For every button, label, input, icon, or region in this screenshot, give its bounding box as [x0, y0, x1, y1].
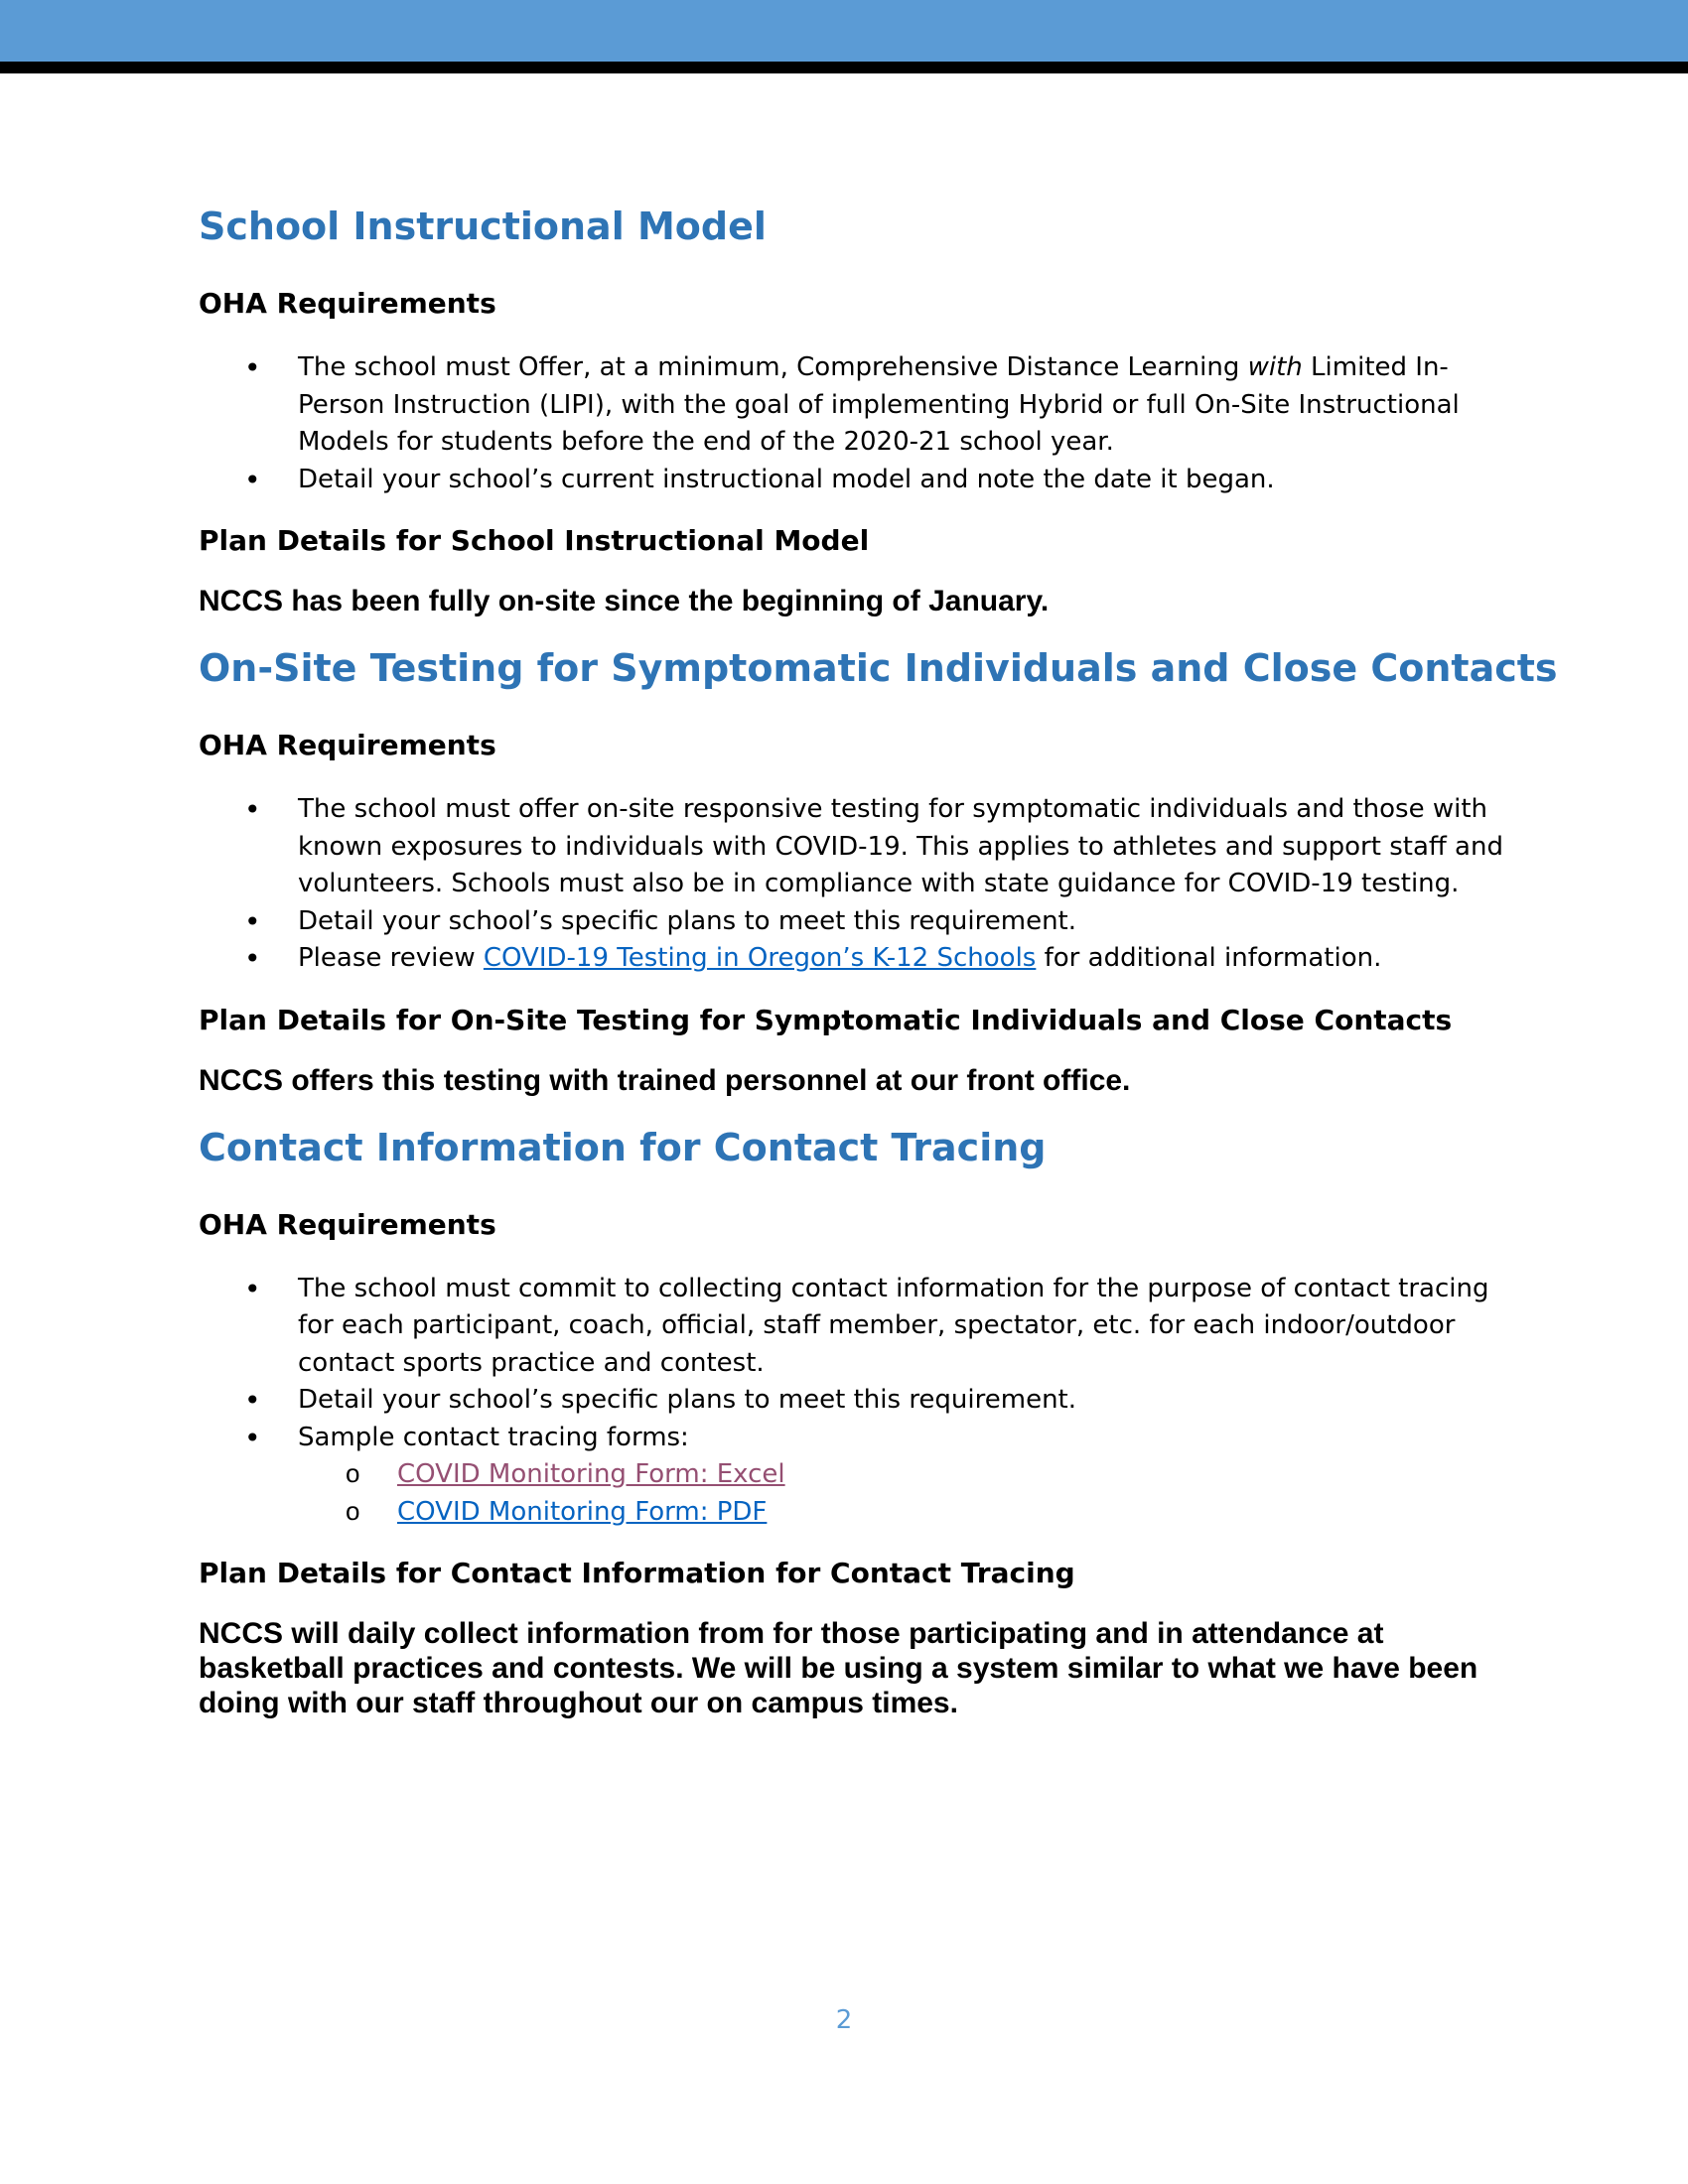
header-rule	[0, 62, 1688, 73]
requirements-list	[199, 1271, 1509, 1532]
pdf-form-link[interactable]: COVID Monitoring Form: PDF	[397, 1496, 768, 1527]
list-item	[397, 1456, 1509, 1494]
oha-requirements-heading: OHA Requirements	[199, 729, 496, 761]
list-item: • Detail your school’s specific plans to meet this requirement.	[298, 1382, 1509, 1420]
sample-forms-list	[298, 1456, 1509, 1531]
list-item: • Detail your school’s current instructional model and note the date it began.	[298, 462, 1509, 499]
list-item	[397, 1494, 1509, 1532]
requirements-list	[199, 349, 1509, 498]
oha-requirements-heading: OHA Requirements	[199, 287, 496, 320]
list-item: • Detail your school’s specific plans to meet this requirement.	[298, 903, 1509, 941]
header-band	[0, 0, 1688, 62]
plan-details-text: NCCS offers this testing with trained personnel at our front office.	[199, 1063, 1131, 1097]
list-item: • The school must Offer, at a minimum, Comprehensive Distance Learning with Limited In-Person Instruction (LIPI), with the goal of implementing Hybrid or full On-Site Instructional Models for students before the end of the 2020-21 school year.	[298, 349, 1509, 462]
oha-requirements-heading: OHA Requirements	[199, 1207, 496, 1241]
section-title-contact-tracing: Contact Information for Contact Tracing	[199, 1125, 1047, 1169]
plan-details-heading: Plan Details for On-Site Testing for Symptomatic Individuals and Close Contacts	[199, 1003, 1453, 1036]
section-title-instructional-model: School Instructional Model	[199, 205, 767, 248]
testing-guidance-link[interactable]: COVID-19 Testing in Oregon’s K-12 Schools	[483, 943, 1037, 973]
excel-form-link[interactable]: COVID Monitoring Form: Excel	[397, 1459, 785, 1489]
page-number: 2	[835, 2005, 853, 2035]
list-item: • The school must offer on-site responsive testing for symptomatic individuals and those with known exposures to individuals with COVID-19. This applies to athletes and support staff and volunteers. Schools must also be in compliance with state guidance for COVID-19 testing.	[298, 791, 1509, 903]
document-body	[199, 195, 1558, 1720]
section-title-onsite-testing: On-Site Testing for Symptomatic Individuals and Close Contacts	[199, 646, 1558, 690]
plan-details-heading: Plan Details for Contact Information for Contact Tracing	[199, 1557, 1075, 1589]
plan-details-heading: Plan Details for School Instructional Model	[199, 524, 870, 557]
list-item: • The school must commit to collecting contact information for the purpose of contact tracing for each participant, coach, official, staff member, spectator, etc. for each indoor/outdoor contact sports practice and contest.	[298, 1271, 1509, 1383]
list-item: • Please review COVID-19 Testing in Oregon’s K-12 Schools for additional information.	[298, 940, 1509, 978]
plan-details-text: NCCS has been fully on-site since the beginning of January.	[199, 585, 1050, 617]
plan-details-text: NCCS will daily collect information from for those participating and in attendance at basketball practices and contests. We will be using a system similar to what we have been doing with our staff throughout our on campus times.	[199, 1617, 1478, 1719]
list-item: • Sample contact tracing forms: o COVID Monitoring Form: Excel o COVID Monitoring Form: PDF	[298, 1420, 1509, 1532]
requirements-list	[199, 791, 1509, 978]
